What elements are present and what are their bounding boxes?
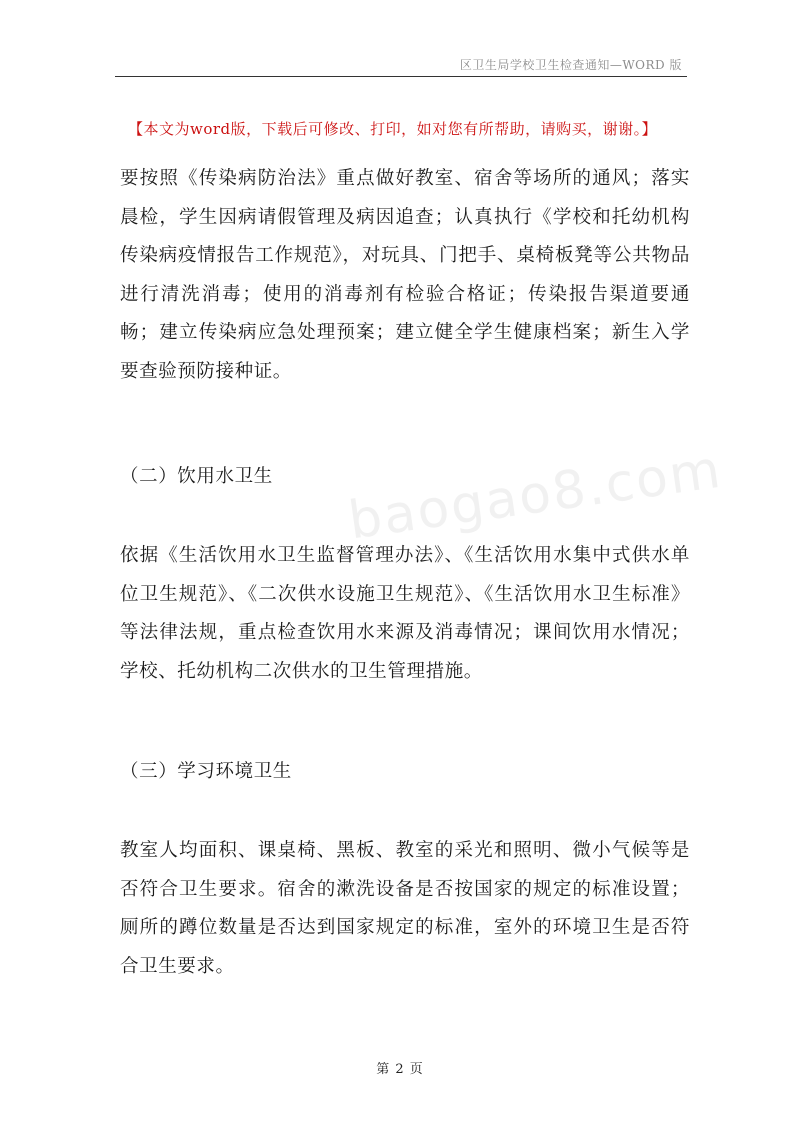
paragraph-drinking-water: 依据《生活饮用水卫生监督管理办法》、《生活饮用水集中式供水单位卫生规范》、《二次供水设施卫生规范》、《生活饮用水卫生标准》等法律法规，重点检查饮用水来源及消毒情况；课间饮用水情况；学校、托幼机构二次供水的卫生管理措施。 bbox=[120, 545, 690, 682]
page-number: 第 2 页 bbox=[376, 1062, 424, 1077]
watermark: baogao8.com bbox=[345, 439, 726, 552]
header-divider bbox=[115, 76, 687, 77]
running-header: 区卫生局学校卫生检查通知—WORD 版 bbox=[459, 58, 682, 72]
paragraph-learning-environment: 教室人均面积、课桌椅、黑板、教室的采光和照明、微小气候等是否符合卫生要求。宿舍的漱洗设备是否按国家的规定的标准设置；厕所的蹲位数量是否达到国家规定的标准，室外的环境卫生是否符合卫生要求。 bbox=[120, 840, 690, 977]
section-heading-drinking-water: （二）饮用水卫生 bbox=[120, 466, 273, 487]
paragraph-infectious-disease: 要按照《传染病防治法》重点做好教室、宿舍等场所的通风；落实晨检，学生因病请假管理及病因追查；认真执行《学校和托幼机构传染病疫情报告工作规范》，对玩具、门把手、桌椅板凳等公共物品进行清洗消毒；使用的消毒剂有检验合格证；传染报告渠道要通畅；建立传染病应急处理预案；建立健全学生健康档案；新生入学要查验预防接种证。 bbox=[120, 168, 690, 382]
section-heading-learning-environment: （三）学习环境卫生 bbox=[120, 761, 292, 782]
purchase-notice: 【本文为word版，下载后可修改、打印，如对您有所帮助，请购买，谢谢。】 bbox=[128, 120, 658, 138]
